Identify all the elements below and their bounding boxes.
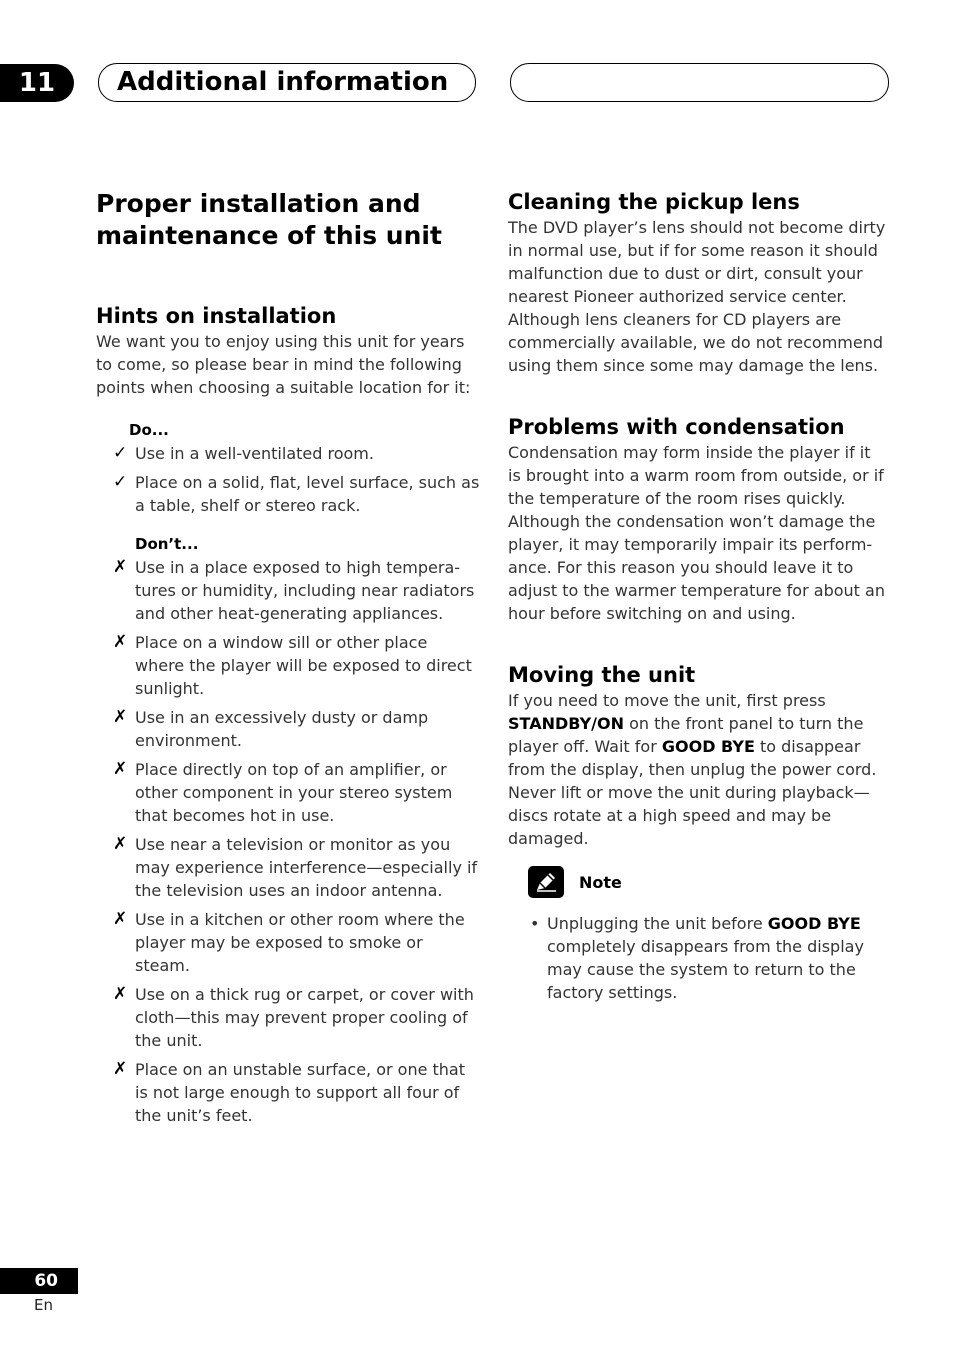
chapter-header — [98, 63, 476, 102]
list-item: ✗ Use in an excessively dusty or damp environment. — [113, 707, 429, 750]
moving-body: If you need to move the unit, first press STANDBY/ON on the front panel to turn the player off. Wait for GOOD BYE to disappear from the display, then unplug the power cord. Never lift or move the unit during playback—discs rotate at a high speed and may be damaged. — [508, 691, 877, 848]
list-item: ✓ Use in a well-ventilated room. — [113, 443, 374, 463]
page-language: En — [34, 1296, 53, 1314]
list-item: ✗ Use in a place exposed to high tempera-tures or humidity, including near radiators and other heat-generating appliances. — [113, 557, 475, 623]
cross-icon: ✗ — [113, 909, 128, 929]
header-blank-tab — [510, 63, 889, 102]
note-item: • Unplugging the unit before GOOD BYE completely disappears from the display may cause the system to return to the factory settings. — [530, 914, 864, 1002]
left-column — [96, 188, 480, 1127]
list-item: ✗ Use near a television or monitor as you may experience interference—especially if the television uses an indoor antenna. — [113, 834, 478, 900]
dont-list — [96, 556, 480, 1127]
section-title: Proper installation and maintenance of this unit — [96, 189, 442, 250]
cross-icon: ✗ — [113, 834, 128, 854]
cleaning-heading: Cleaning the pickup lens — [508, 190, 800, 214]
chapter-title: Additional information — [117, 67, 449, 97]
list-item: ✗ Place on a window sill or other place where the player will be exposed to direct sunlight. — [113, 632, 472, 698]
cross-icon: ✗ — [113, 984, 128, 1004]
pencil-note-icon — [528, 866, 564, 898]
hints-intro: We want you to enjoy using this unit for years to come, so please bear in mind the following points when choosing a suitable location for it: — [96, 332, 471, 397]
cross-icon: ✗ — [113, 707, 128, 727]
list-item: ✗ Place on an unstable surface, or one that is not large enough to support all four of the unit’s feet. — [113, 1059, 466, 1125]
list-item: ✗ Place directly on top of an amplifier, or other component in your stereo system that becomes hot in use. — [113, 759, 453, 825]
condensation-heading: Problems with condensation — [508, 415, 845, 439]
list-item: ✗ Use on a thick rug or carpet, or cover with cloth—this may prevent proper cooling of the unit. — [113, 984, 474, 1050]
note-label: Note — [579, 872, 622, 892]
dont-label: Don’t... — [135, 535, 199, 553]
cross-icon: ✗ — [113, 1059, 128, 1079]
list-item: ✗ Use in a kitchen or other room where the player may be exposed to smoke or steam. — [113, 909, 465, 975]
chapter-number: 11 — [0, 64, 74, 102]
standby-on-label: STANDBY/ON — [508, 714, 624, 733]
bullet-icon: • — [530, 914, 540, 933]
right-column — [508, 188, 888, 1004]
good-bye-label: GOOD BYE — [767, 914, 861, 933]
note-header — [508, 866, 888, 898]
cross-icon: ✗ — [113, 759, 128, 779]
do-list — [96, 442, 480, 517]
hints-heading: Hints on installation — [96, 304, 337, 328]
list-item: ✓ Place on a solid, flat, level surface, such as a table, shelf or stereo rack. — [113, 472, 480, 515]
cross-icon: ✗ — [113, 557, 128, 577]
moving-heading: Moving the unit — [508, 663, 696, 687]
check-icon: ✓ — [113, 472, 128, 492]
cross-icon: ✗ — [113, 632, 128, 652]
good-bye-label: GOOD BYE — [661, 737, 755, 756]
check-icon: ✓ — [113, 443, 128, 463]
page-number: 60 — [0, 1268, 78, 1294]
do-label: Do... — [129, 421, 169, 439]
cleaning-body: The DVD player’s lens should not become dirty in normal use, but if for some reason it should malfunction due to dust or dirt, consult your nearest Pioneer authorized service center. Although lens cleaners for CD players are commercially available, we do not recommend using them since some may damage the lens. — [508, 218, 886, 375]
condensation-body: Condensation may form inside the player if it is brought into a warm room from outside, or if the temperature of the room rises quickly. Although the condensation won’t damage the player, it may temporarily impair its perform-ance. For this reason you should leave it to adjust to the warmer temperature for about an hour before switching on and using. — [508, 443, 885, 623]
